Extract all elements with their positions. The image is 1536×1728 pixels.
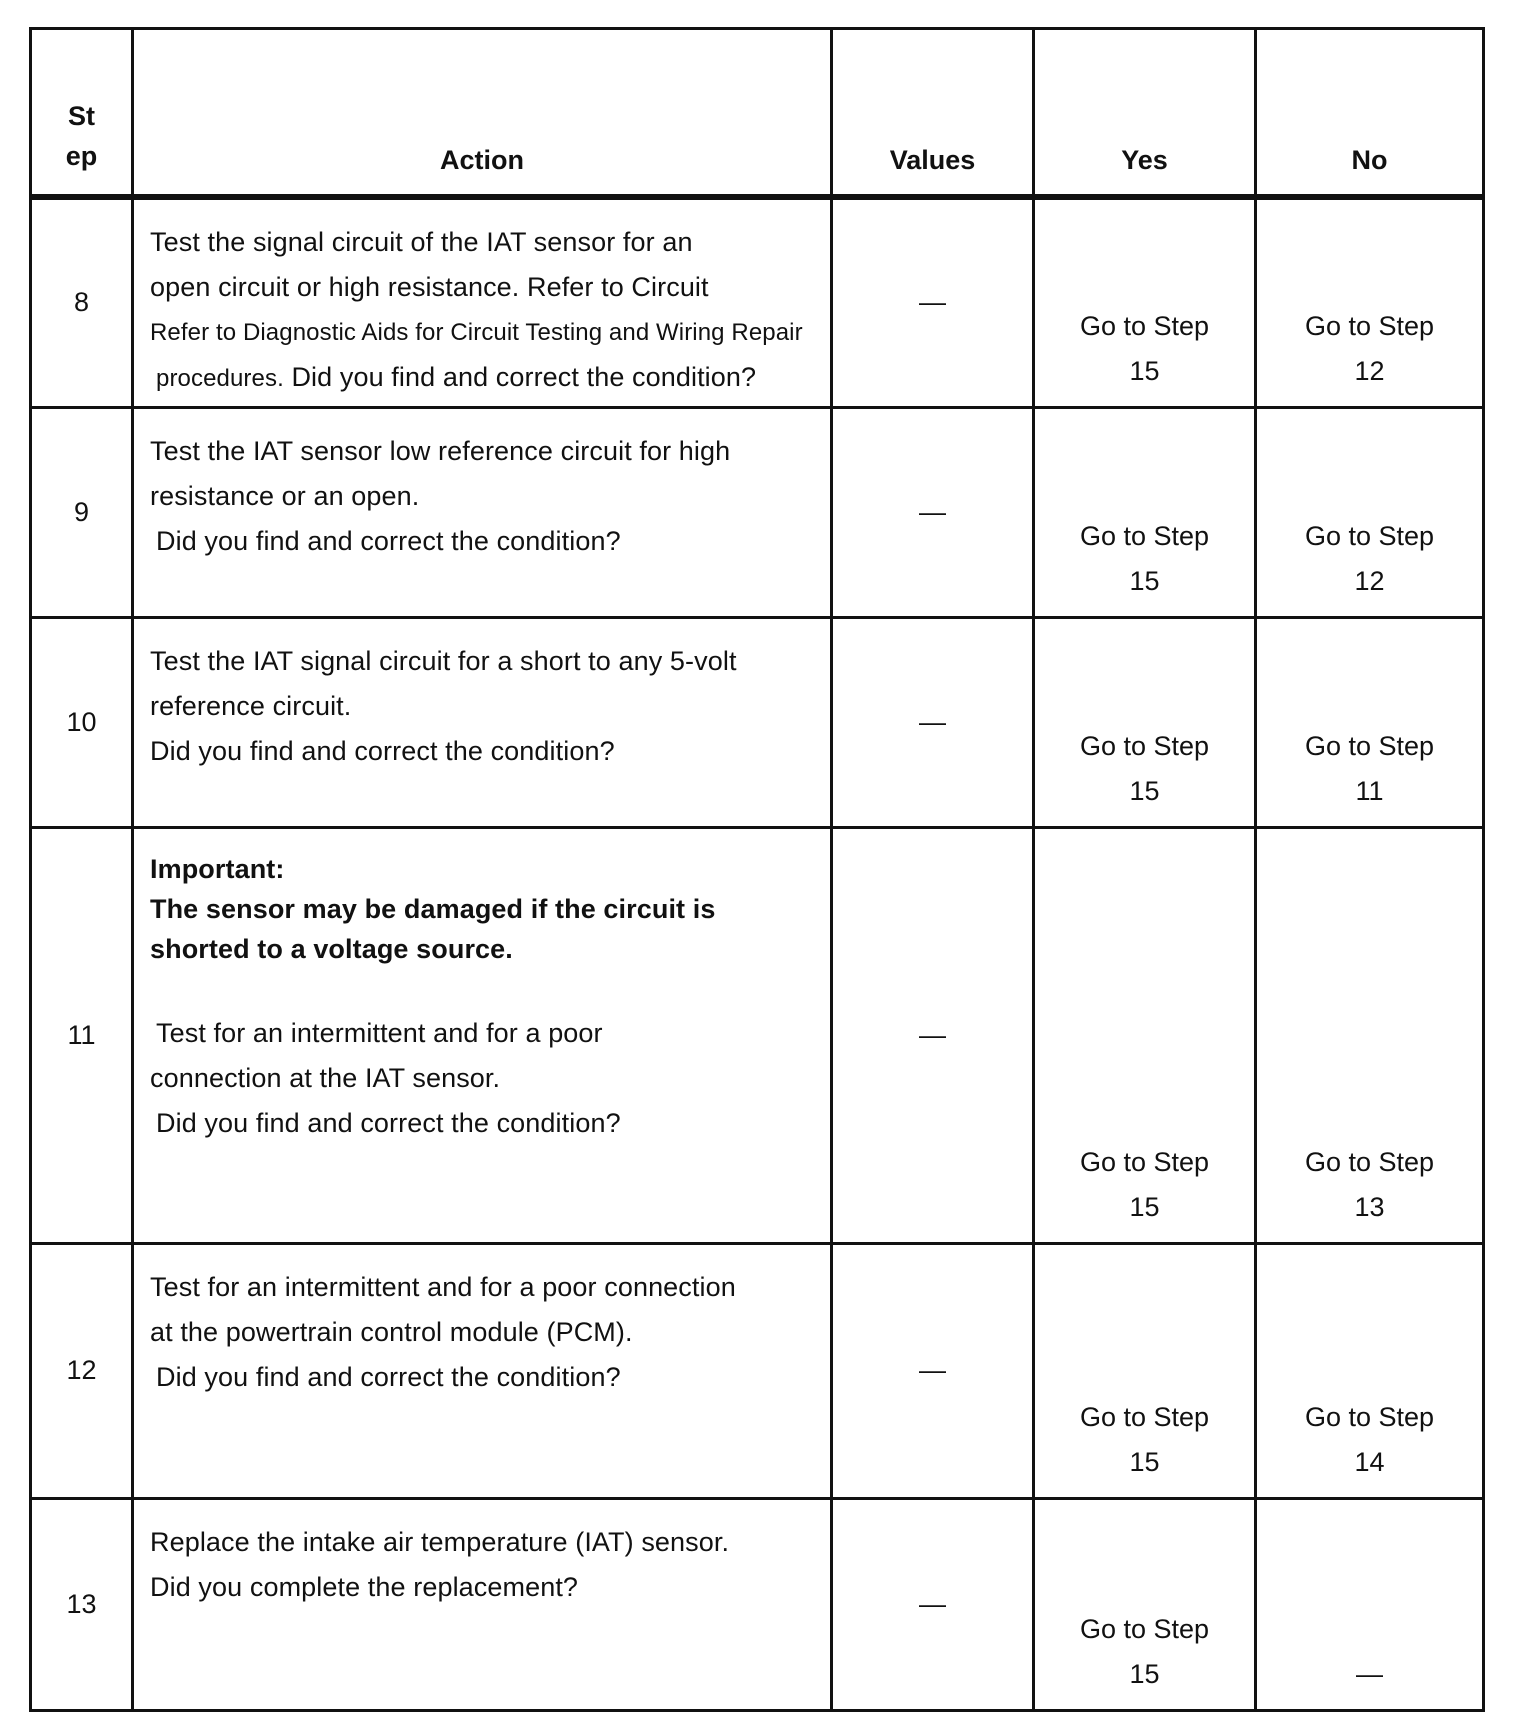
table-row-step-9 [31, 407, 1484, 617]
action-line: open circuit or high resistance. Refer to Circuit [150, 272, 709, 302]
yes-goto-label: Go to Step [1079, 730, 1210, 761]
yes-goto-label: Go to Step [1079, 310, 1210, 341]
yes-goto-label: Go to Step [1079, 1146, 1210, 1177]
action-line: Refer to Diagnostic Aids for Circuit Testing and Wiring Repair [150, 319, 803, 346]
no-goto-step: 12 [1354, 565, 1385, 596]
yes-cell [1034, 617, 1256, 827]
action-line: Test the IAT signal circuit for a short to any 5-volt [150, 645, 737, 676]
no-goto-step: 13 [1354, 1191, 1385, 1222]
values-cell: — [832, 1243, 1034, 1498]
no-goto-step: 11 [1355, 775, 1384, 806]
values-cell: — [832, 617, 1034, 827]
yes-goto-step: 15 [1129, 565, 1160, 596]
no-goto-label: Go to Step [1304, 1146, 1435, 1177]
important-text: shorted to a voltage source. [150, 933, 513, 964]
header-step-line1: St [68, 101, 95, 131]
no-goto-step: 14 [1354, 1446, 1385, 1477]
yes-goto-label: Go to Step [1079, 1401, 1210, 1432]
header-yes: Yes [1034, 29, 1256, 198]
important-label: Important: [150, 853, 285, 884]
action-question: Did you find and correct the condition? [156, 1361, 621, 1392]
action-line: Test for an intermittent and for a poor connection [150, 1271, 736, 1302]
action-question: Did you find and correct the condition? [291, 362, 757, 392]
action-line-combined [150, 355, 814, 401]
important-text: The sensor may be damaged if the circuit is [150, 893, 716, 924]
action-line: at the powertrain control module (PCM). [150, 1316, 633, 1347]
step-number: 11 [31, 827, 133, 1243]
action-cell [133, 197, 832, 407]
no-cell [1256, 197, 1484, 407]
yes-cell [1034, 827, 1256, 1243]
yes-goto-step: 15 [1129, 775, 1160, 806]
yes-goto-step: 15 [1129, 1446, 1160, 1477]
values-cell: — [832, 827, 1034, 1243]
yes-goto-step: 15 [1129, 1658, 1160, 1689]
step-number: 9 [31, 407, 133, 617]
yes-cell [1034, 1243, 1256, 1498]
action-question: Did you find and correct the condition? [156, 1107, 621, 1138]
no-cell [1256, 1498, 1484, 1710]
step-number: 12 [31, 1243, 133, 1498]
yes-cell [1034, 1498, 1256, 1710]
action-question: Did you find and correct the condition? [156, 525, 621, 556]
header-no: No [1256, 29, 1484, 198]
no-cell [1256, 1243, 1484, 1498]
no-goto-label: Go to Step [1304, 1401, 1435, 1432]
yes-goto-step: 15 [1129, 1191, 1160, 1222]
table-row-step-13 [31, 1498, 1484, 1710]
table-row-step-11 [31, 827, 1484, 1243]
values-cell: — [832, 197, 1034, 407]
yes-goto-label: Go to Step [1079, 520, 1210, 551]
action-cell [133, 617, 832, 827]
values-cell: — [832, 1498, 1034, 1710]
action-cell [133, 1243, 832, 1498]
action-question: Did you find and correct the condition? [150, 735, 615, 766]
no-goto-label: Go to Step [1304, 310, 1435, 341]
no-cell [1256, 617, 1484, 827]
table-header-row [31, 29, 1484, 198]
action-question: Did you complete the replacement? [150, 1571, 579, 1602]
yes-cell [1034, 407, 1256, 617]
diagnostic-table-container [29, 27, 1482, 1712]
no-value: — [1356, 1658, 1383, 1689]
action-line: connection at the IAT sensor. [150, 1062, 501, 1093]
action-cell [133, 407, 832, 617]
step-number: 10 [31, 617, 133, 827]
no-goto-label: Go to Step [1304, 520, 1435, 551]
action-cell [133, 827, 832, 1243]
yes-goto-step: 15 [1129, 355, 1160, 386]
step-number: 8 [31, 197, 133, 407]
header-values: Values [832, 29, 1034, 198]
action-line: resistance or an open. [150, 480, 420, 511]
step-number: 13 [31, 1498, 133, 1710]
table-row-step-8 [31, 197, 1484, 407]
no-goto-step: 12 [1354, 355, 1385, 386]
action-line: procedures. [156, 365, 284, 392]
no-goto-label: Go to Step [1304, 730, 1435, 761]
values-cell: — [832, 407, 1034, 617]
action-cell [133, 1498, 832, 1710]
action-line: Replace the intake air temperature (IAT) sensor. [150, 1526, 730, 1557]
header-step [31, 29, 133, 198]
action-line: Test the IAT sensor low reference circuit for high [150, 435, 731, 466]
table-row-step-12 [31, 1243, 1484, 1498]
action-line: reference circuit. [150, 690, 352, 721]
action-line: Test the signal circuit of the IAT sensor for an [150, 227, 693, 257]
spacer [150, 969, 814, 1011]
no-cell [1256, 407, 1484, 617]
table-row-step-10 [31, 617, 1484, 827]
header-step-line2: ep [65, 141, 98, 171]
header-action: Action [133, 29, 832, 198]
yes-goto-label: Go to Step [1079, 1613, 1210, 1644]
yes-cell [1034, 197, 1256, 407]
diagnostic-steps-table [29, 27, 1485, 1712]
no-cell [1256, 827, 1484, 1243]
action-line: Test for an intermittent and for a poor [156, 1017, 603, 1048]
